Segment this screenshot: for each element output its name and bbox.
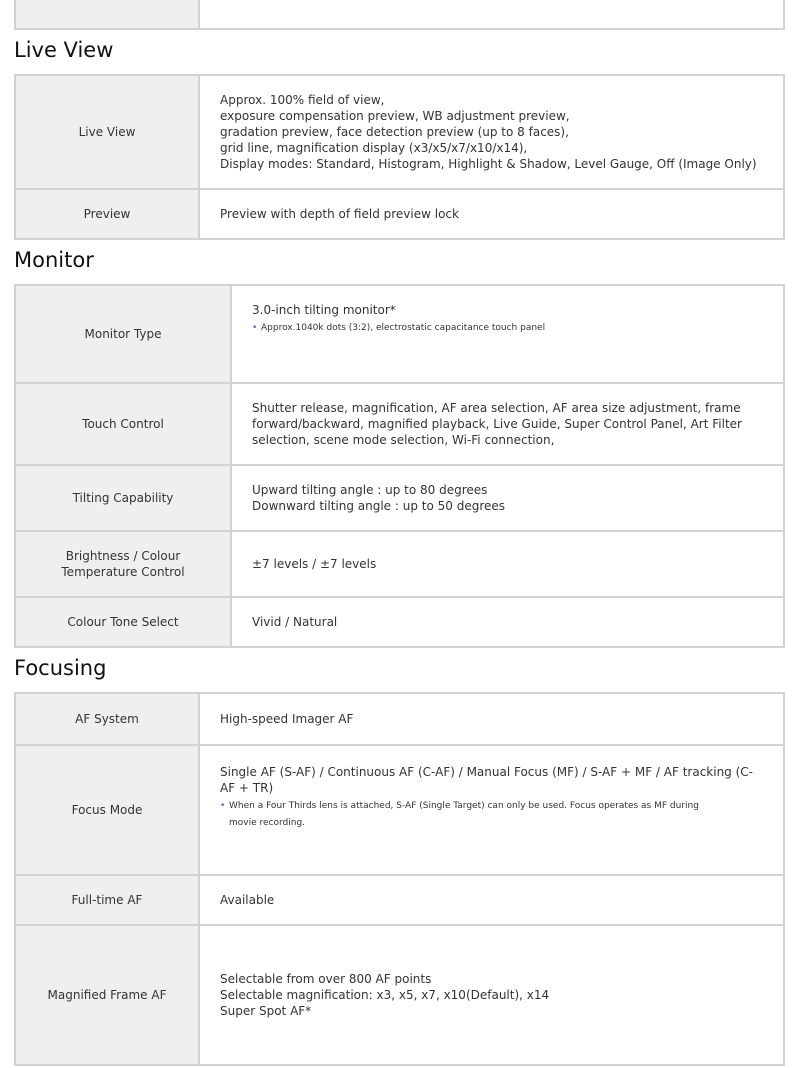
row-value — [231, 465, 784, 531]
row-value — [231, 383, 784, 465]
row-label: Colour Tone Select — [15, 597, 231, 647]
value-line: High-speed Imager AF — [220, 712, 354, 726]
row-value — [231, 285, 784, 383]
row-label: Touch Control — [15, 383, 231, 465]
value-line: ±7 levels / ±7 levels — [252, 557, 377, 571]
value-line: Shutter release, magnification, AF area selection, AF area size adjustment, frame forward/backward, magnified playback, Live Guide, Super Control Panel, Art Filter selection, scene mode selection, Wi-Fi connection, — [252, 401, 742, 447]
note-text: Approx.1040k dots (3:2), electrostatic capacitance touch panel — [261, 323, 546, 333]
value-line: Upward tilting angle : up to 80 degrees — [252, 483, 488, 497]
row-value — [199, 693, 784, 745]
section-title-live-view: Live View — [14, 38, 114, 62]
value-note — [252, 320, 763, 337]
row-label: Preview — [15, 189, 199, 239]
bullet-icon: • — [220, 801, 226, 811]
value-line: Vivid / Natural — [252, 615, 338, 629]
value-note — [220, 798, 759, 832]
note-text: When a Four Thirds lens is attached, S-AF (Single Target) can only be used. Focus operates as MF during movie recording. — [229, 801, 699, 828]
table-row — [15, 0, 784, 29]
value-line: Preview with depth of field preview lock — [220, 207, 459, 221]
row-value — [199, 745, 784, 875]
table-row — [15, 465, 784, 531]
table-row — [15, 925, 784, 1065]
value-line: grid line, magnification display (x3/x5/x7/x10/x14), — [220, 141, 528, 155]
section-title-monitor: Monitor — [14, 248, 94, 272]
row-label: Focus Mode — [15, 745, 199, 875]
table-row — [15, 875, 784, 925]
table-row — [15, 693, 784, 745]
row-value — [231, 531, 784, 597]
row-label: Monitor Type — [15, 285, 231, 383]
value-line: 3.0-inch tilting monitor* — [252, 303, 396, 317]
value-line: Super Spot AF* — [220, 1004, 312, 1018]
row-label: Magnified Frame AF — [15, 925, 199, 1065]
row-value — [199, 189, 784, 239]
bullet-icon: • — [252, 323, 258, 333]
table-row — [15, 745, 784, 875]
spec-table-monitor — [14, 284, 785, 648]
row-value — [199, 875, 784, 925]
spec-table-focusing — [14, 692, 785, 1066]
value-line: Selectable from over 800 AF points — [220, 972, 432, 986]
spec-table-viewfinder — [14, 0, 785, 30]
row-label — [15, 0, 199, 29]
value-line: Single AF (S-AF) / Continuous AF (C-AF) / Manual Focus (MF) / S-AF + MF / AF tracking (C-AF + TR) — [220, 765, 753, 795]
value-line: Downward tilting angle : up to 50 degrees — [252, 499, 506, 513]
table-row — [15, 383, 784, 465]
row-label: AF System — [15, 693, 199, 745]
value-line: Display modes: Standard, Histogram, Highlight & Shadow, Level Gauge, Off (Image Only) — [220, 157, 757, 171]
spec-table-live-view — [14, 74, 785, 240]
row-label: Full-time AF — [15, 875, 199, 925]
row-value — [199, 0, 784, 29]
value-line: exposure compensation preview, WB adjustment preview, — [220, 109, 570, 123]
value-line: gradation preview, face detection preview (up to 8 faces), — [220, 125, 569, 139]
row-value — [199, 925, 784, 1065]
row-label: Tilting Capability — [15, 465, 231, 531]
table-row — [15, 189, 784, 239]
table-row — [15, 285, 784, 383]
row-label: Brightness / Colour Temperature Control — [15, 531, 231, 597]
table-row — [15, 75, 784, 189]
table-row — [15, 597, 784, 647]
value-line: Available — [220, 893, 275, 907]
table-row — [15, 531, 784, 597]
row-value — [199, 75, 784, 189]
value-line: Selectable magnification: x3, x5, x7, x10(Default), x14 — [220, 988, 550, 1002]
row-label: Live View — [15, 75, 199, 189]
value-line — [220, 0, 763, 1]
row-value — [231, 597, 784, 647]
section-title-focusing: Focusing — [14, 656, 107, 680]
value-line: Approx. 100% field of view, — [220, 93, 385, 107]
